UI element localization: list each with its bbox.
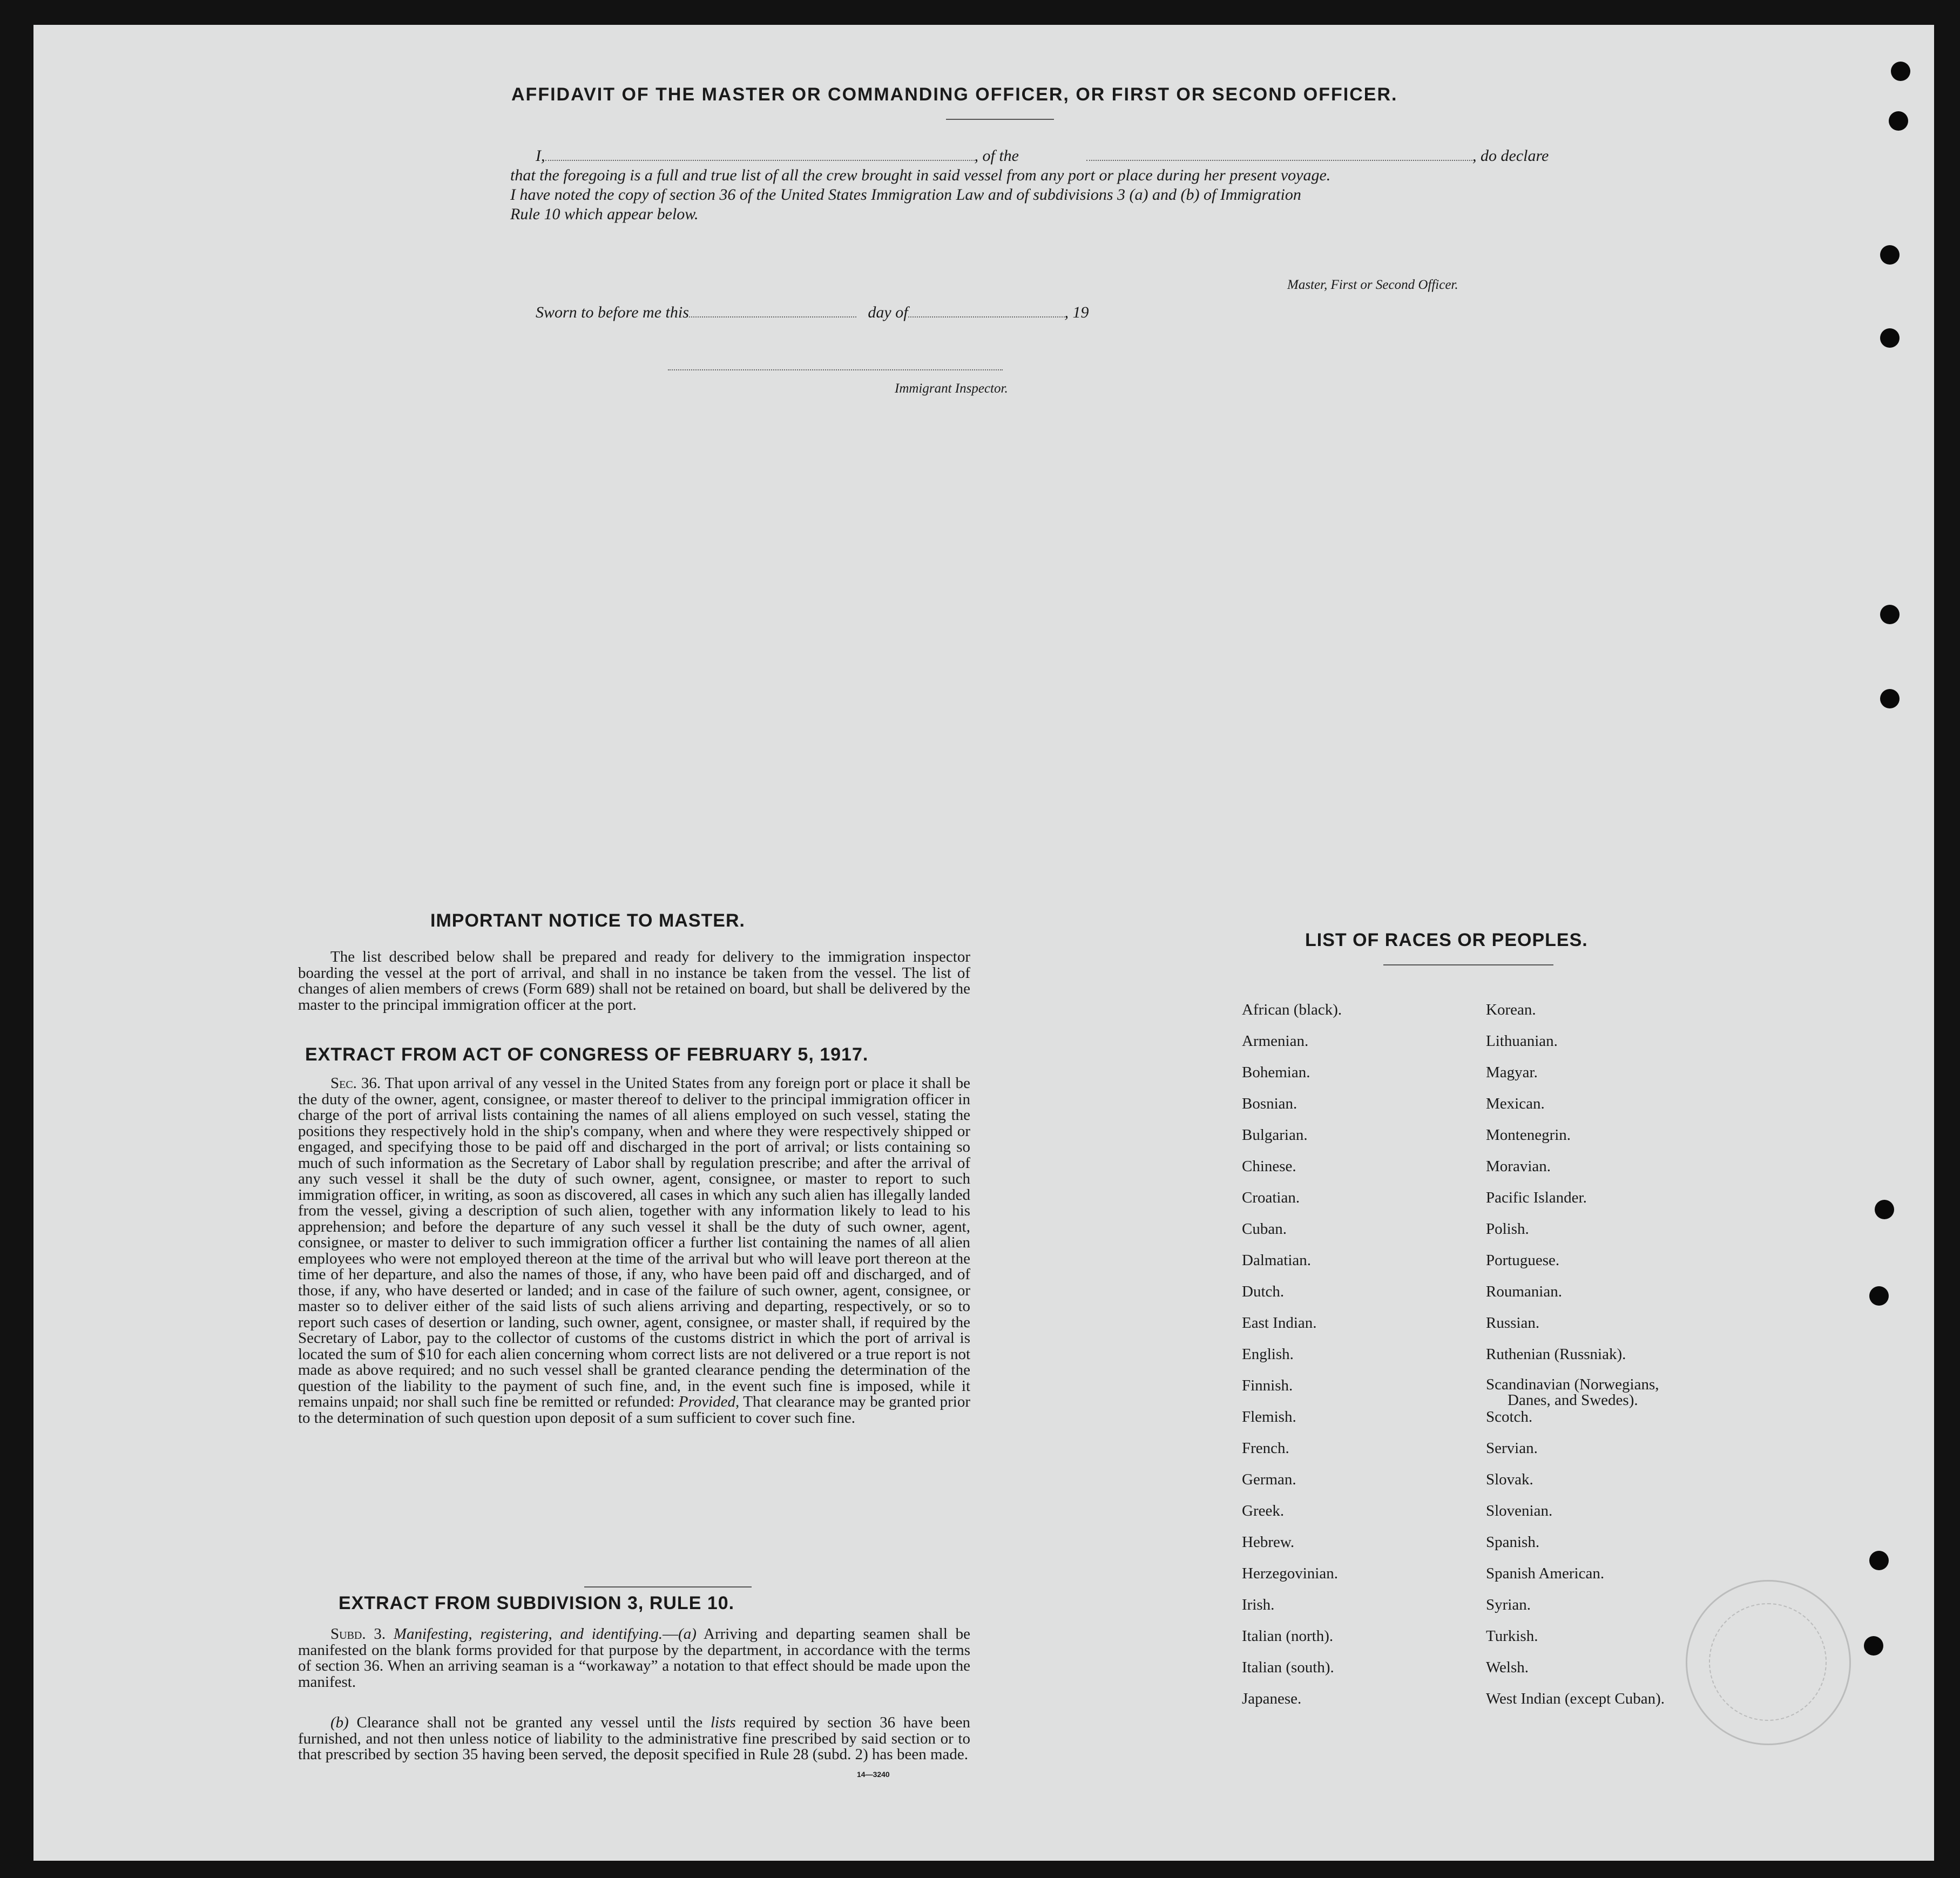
affidavit-line-3: I have noted the copy of section 36 of the United States Immigration Law and of subdivisions 3 (a) and (b) of Immigration (510, 186, 1301, 204)
affidavit-line-1 (536, 147, 1019, 165)
vessel-name-field[interactable] (1086, 147, 1472, 161)
punch-hole-icon (1889, 111, 1908, 131)
inspector-signature-line (668, 356, 1003, 373)
race-item: Spanish. (1486, 1534, 1540, 1551)
race-item: Pacific Islander. (1486, 1189, 1587, 1206)
punch-hole-icon (1891, 62, 1910, 81)
race-item: Servian. (1486, 1440, 1538, 1457)
race-item: Flemish. (1242, 1408, 1296, 1426)
race-item: Cuban. (1242, 1220, 1287, 1238)
punch-hole-icon (1875, 1200, 1894, 1219)
lists-word: lists (710, 1714, 736, 1731)
officer-name-field[interactable] (545, 147, 975, 161)
race-item: Herzegovinian. (1242, 1565, 1338, 1582)
race-item: Irish. (1242, 1596, 1275, 1613)
sworn-label: Sworn to before me this (536, 303, 689, 321)
race-item: Montenegrin. (1486, 1126, 1571, 1144)
title-divider (946, 119, 1054, 120)
punch-hole-icon (1869, 1551, 1889, 1570)
affidavit-line-2: that the foregoing is a full and true list of all the crew brought in said vessel from any port or place during her present voyage. (510, 166, 1331, 184)
rule-b-text-wrap (298, 1715, 970, 1763)
section-36-label: Sec. 36. (330, 1075, 381, 1092)
races-title: LIST OF RACES OR PEOPLES. (1305, 930, 1588, 950)
race-item: Japanese. (1242, 1690, 1302, 1707)
rule-extract-title: EXTRACT FROM SUBDIVISION 3, RULE 10. (339, 1593, 735, 1613)
affidavit-declare-label: , do declare (1472, 147, 1549, 165)
a-label: (a) (678, 1625, 697, 1643)
race-item: Russian. (1486, 1314, 1540, 1332)
punch-hole-icon (1880, 328, 1900, 348)
act-text-wrap (298, 1076, 970, 1426)
day-of-label: day of (868, 303, 908, 321)
race-item: Slovenian. (1486, 1502, 1553, 1519)
races-column-1 (1242, 1001, 1342, 1721)
race-item: Greek. (1242, 1502, 1285, 1519)
subd-label: Subd. 3. (330, 1625, 386, 1643)
provided-word: Provided, (678, 1393, 740, 1410)
year-prefix: , 19 (1064, 303, 1089, 321)
race-item: Italian (south). (1242, 1659, 1334, 1676)
rule-a-text-wrap: Subd. 3. Manifesting, registering, and identifying.—(a) Arriving and departing seamen shall be manifested on the blank forms provided for that purpose by the department, in accordance with the terms of section 36. When an arriving seaman is a “workaway” a notation to that effect should be made upon the manifest. (298, 1625, 971, 1691)
subd-heading: Manifesting, registering, and identifying. (393, 1625, 663, 1643)
rule-b-text-1: Clearance shall not be granted any vessel until the (356, 1714, 703, 1731)
inspector-label: Immigrant Inspector. (895, 381, 1008, 396)
seal-stamp (1686, 1580, 1851, 1745)
race-item: Bohemian. (1242, 1064, 1310, 1081)
race-item: Scotch. (1486, 1408, 1533, 1426)
rule-paragraph-a (298, 1626, 970, 1690)
race-item-scandinavian (1486, 1377, 1665, 1408)
race-item: Hebrew. (1242, 1534, 1295, 1551)
punch-hole-icon (1880, 689, 1900, 708)
race-item: Chinese. (1242, 1158, 1296, 1175)
punch-hole-icon (1880, 605, 1900, 624)
rule-a-text: Arriving and departing seamen shall be manifested on the blank forms provided for that purpose by the department, in accordance with the terms of section 36. When an arriving seaman is a “workaway” a notation to that effect should be made upon the manifest. (298, 1625, 971, 1691)
punch-hole-icon (1869, 1286, 1889, 1306)
race-item-continuation: Danes, and Swedes). (1508, 1391, 1638, 1409)
race-item: Welsh. (1486, 1659, 1529, 1676)
affidavit-i-label: I, (536, 147, 545, 165)
act-paragraph (298, 1076, 970, 1426)
affidavit-title: AFFIDAVIT OF THE MASTER OR COMMANDING OFFICER, OR FIRST OR SECOND OFFICER. (511, 84, 1398, 105)
notice-title: IMPORTANT NOTICE TO MASTER. (430, 910, 745, 931)
act-extract-title: EXTRACT FROM ACT OF CONGRESS OF FEBRUARY 5, 1917. (305, 1044, 869, 1065)
race-item: Italian (north). (1242, 1627, 1334, 1645)
race-item: Armenian. (1242, 1032, 1309, 1050)
rule-b-text-2: required by section 36 have been furnished, and not then unless notice of liability to the administrative fine prescribed by said section or to that prescribed by section 35 having been served, the deposit specified in Rule 28 (subd. 2) has been made. (298, 1714, 970, 1763)
race-item: Mexican. (1486, 1095, 1545, 1112)
affidavit-of-the-label: , of the (974, 147, 1019, 165)
race-item: Moravian. (1486, 1158, 1551, 1175)
race-item: Roumanian. (1486, 1283, 1562, 1300)
race-item: Bosnian. (1242, 1095, 1297, 1112)
seal-stamp-inner (1709, 1603, 1827, 1721)
race-item: West Indian (except Cuban). (1486, 1690, 1665, 1707)
vessel-name-field-wrap (1086, 147, 1472, 164)
race-item: Scandinavian (Norwegians, (1486, 1376, 1659, 1393)
master-signature-label: Master, First or Second Officer. (1287, 278, 1458, 292)
punch-hole-icon (1864, 1636, 1883, 1656)
race-item: Lithuanian. (1486, 1032, 1558, 1050)
race-item: Magyar. (1486, 1064, 1538, 1081)
race-item: Portuguese. (1486, 1252, 1560, 1269)
race-item: Spanish American. (1486, 1565, 1605, 1582)
race-item: English. (1242, 1346, 1294, 1363)
race-item: Polish. (1486, 1220, 1529, 1238)
b-label: (b) (330, 1714, 349, 1731)
inspector-signature-field[interactable] (668, 356, 1003, 370)
race-item: East Indian. (1242, 1314, 1317, 1332)
affidavit-line-4: Rule 10 which appear below. (510, 205, 699, 223)
race-item: Turkish. (1486, 1627, 1538, 1645)
act-text-end: That clearance may be granted prior to the determination of such question upon deposit of a sum sufficient to cover such fine. (298, 1393, 971, 1427)
document-page (33, 25, 1934, 1861)
rule-paragraph-b (298, 1715, 970, 1763)
act-text: That upon arrival of any vessel in the United States from any foreign port or place it shall be the duty of the owner, agent, consignee, or master thereof to deliver to the principal immigration officer in charge of the port of arrival lists containing the names of all aliens employed on such vessel, stating the positions they respectively hold in the ship's company, when and where they were respectively shipped or engaged, and specifying those to be paid off and discharged in the port of arrival; or lists containing so much of such information as the Secretary of Labor shall by regulation prescribe; and after the arrival of any such vessel it shall be the duty of such owner, agent, consignee, or master to report to such immigration officer, in writing, as soon as discovered, all cases in which any such alien has illegally landed from the vessel, giving a description of such alien, together with any information likely to lead to his apprehension; and before the departure of any such vessel it shall be the duty of such owner, agent, consignee, or master to deliver to such immigration officer a further list containing the names of all alien employees who were not employed thereon at the time of the arrival but who will leave port thereon at the time of her departure, and also the names of those, if any, who have been paid off and discharged, and of those, if any, who have deserted or landed; and in case of the failure of such owner, agent, consignee, or master so to deliver either of the said lists of such aliens arriving and departing, respectively, or so to report such cases of desertion or landing, such owner, agent, consignee, or master shall, if required by the Secretary of Labor, pay to the collector of customs of the customs district in which the port of arrival is located the sum of $10 for each alien concerning whom correct lists are not delivered or a true report is not made as above required; and no such vessel shall be granted clearance pending the determination of the question of the liability to the payment of such fine, and, in the event such fine is imposed, while it remains unpaid; nor shall such fine be remitted or refunded: (298, 1075, 970, 1410)
notice-paragraph (298, 949, 970, 1013)
race-item: Korean. (1486, 1001, 1536, 1018)
race-item: Slovak. (1486, 1471, 1533, 1488)
race-item: French. (1242, 1440, 1289, 1457)
sworn-month-field[interactable] (908, 303, 1065, 317)
notice-text: The list described below shall be prepared and ready for delivery to the immigration inspector boarding the vessel at the port of arrival, and shall in no instance be taken from the vessel. The list of changes of alien members of crews (Form 689) shall not be retained on board, but shall be delivered by the master to the principal immigration officer at the port. (298, 948, 970, 1014)
sworn-day-field[interactable] (689, 303, 856, 317)
race-item: Ruthenian (Russniak). (1486, 1346, 1626, 1363)
races-divider (1383, 964, 1553, 965)
sworn-line (536, 303, 1089, 322)
form-number: 14—3240 (857, 1770, 890, 1779)
race-item: Dalmatian. (1242, 1252, 1312, 1269)
race-item: Croatian. (1242, 1189, 1300, 1206)
race-item: Syrian. (1486, 1596, 1531, 1613)
races-column-2 (1486, 1001, 1665, 1721)
race-item: Bulgarian. (1242, 1126, 1308, 1144)
act-divider (584, 1586, 752, 1587)
race-item: Finnish. (1242, 1377, 1293, 1394)
punch-hole-icon (1880, 245, 1900, 265)
race-item: African (black). (1242, 1001, 1342, 1018)
race-item: German. (1242, 1471, 1296, 1488)
race-item: Dutch. (1242, 1283, 1285, 1300)
